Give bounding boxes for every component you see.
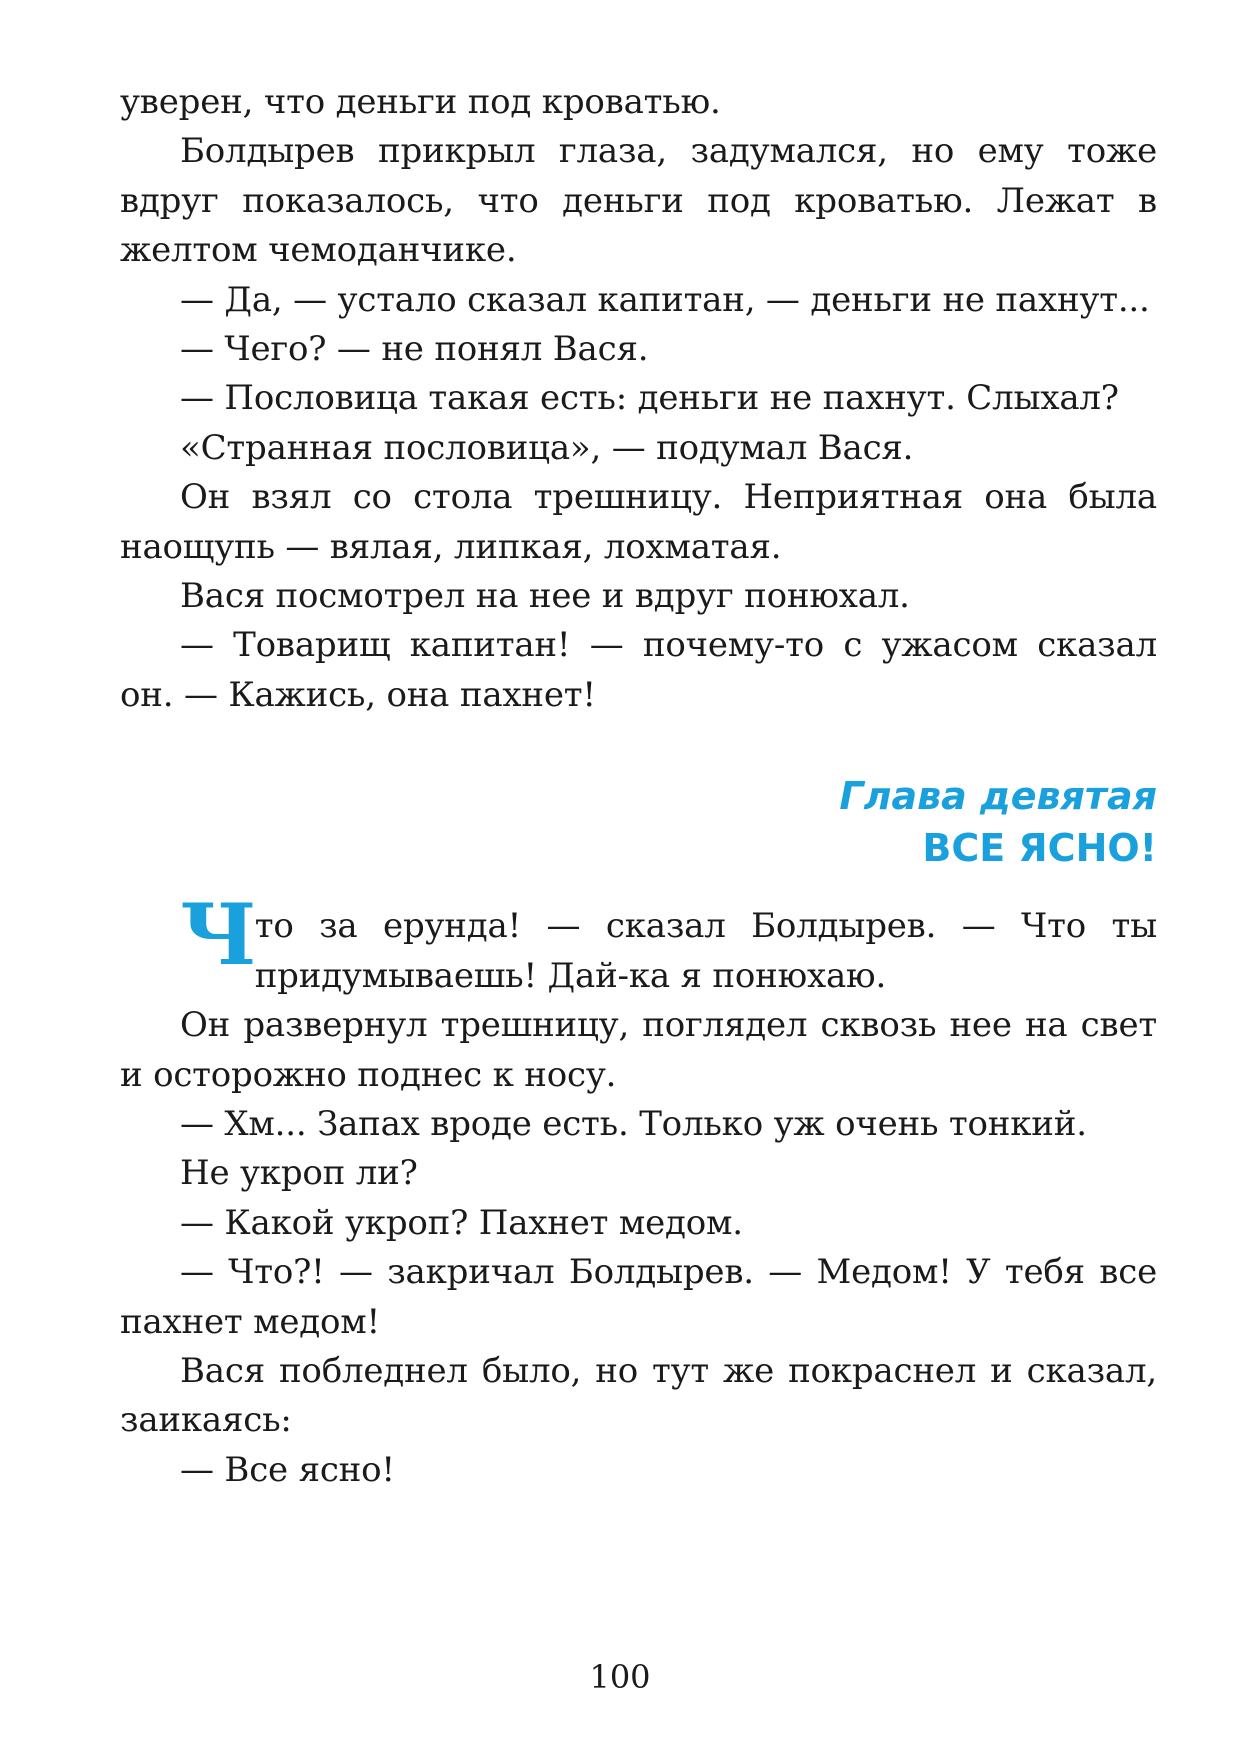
- first-paragraph: [120, 885, 1157, 1001]
- chapter-label: Глава девятая: [839, 774, 1157, 819]
- paragraph: — Что?! — закричал Болдырев. — Медом! У тебя все пахнет медом!: [120, 1252, 1157, 1342]
- chapter-body: [120, 885, 1157, 1495]
- paragraph: Он развернул трешницу, поглядел сквозь нее на свет и осторожно поднес к носу.: [120, 1005, 1157, 1095]
- paragraph: Вася посмотрел на нее и вдруг понюхал.: [180, 576, 910, 617]
- paragraph: Он взял со стола трешницу. Неприятная она была наощупь — вялая, липкая, лохматая.: [120, 477, 1157, 567]
- paragraph: — Хм... Запах вроде есть. Только уж очень тонкий.: [180, 1103, 1087, 1144]
- paragraph: — Все ясно!: [180, 1449, 395, 1490]
- paragraph: — Да, — устало сказал капитан, — деньги не пахнут...: [180, 279, 1150, 320]
- paragraph: уверен, что деньги под кроватью.: [120, 82, 721, 122]
- paragraph: — Товарищ капитан! — почему-то с ужасом сказал он. — Кажись, она пахнет!: [120, 625, 1157, 715]
- paragraph: «Странная пословица», — подумал Вася.: [180, 427, 914, 468]
- paragraph: — Какой укроп? Пахнет медом.: [180, 1202, 743, 1243]
- drop-cap: Ч: [180, 885, 253, 985]
- page-number: 100: [589, 1658, 651, 1696]
- paragraph: — Чего? — не понял Вася.: [180, 329, 649, 370]
- first-paragraph-text: то за ерунда! — сказал Болдырев. — Что ты придумываешь! Дай-ка я понюхаю.: [254, 906, 1157, 996]
- paragraph: Не укроп ли?: [180, 1153, 418, 1194]
- paragraph: Болдырев прикрыл глаза, задумался, но ему тоже вдруг показалось, что деньги под кроватью. Лежат в желтом чемоданчике.: [120, 131, 1157, 271]
- chapter-heading: [120, 770, 1157, 874]
- paragraph: Вася побледнел было, но тут же покраснел и сказал, заикаясь:: [120, 1350, 1157, 1441]
- chapter-title: ВСЕ ЯСНО!: [922, 826, 1157, 871]
- paragraph: — Пословица такая есть: деньги не пахнут. Слыхал?: [180, 378, 1119, 419]
- book-page: [120, 78, 1157, 1495]
